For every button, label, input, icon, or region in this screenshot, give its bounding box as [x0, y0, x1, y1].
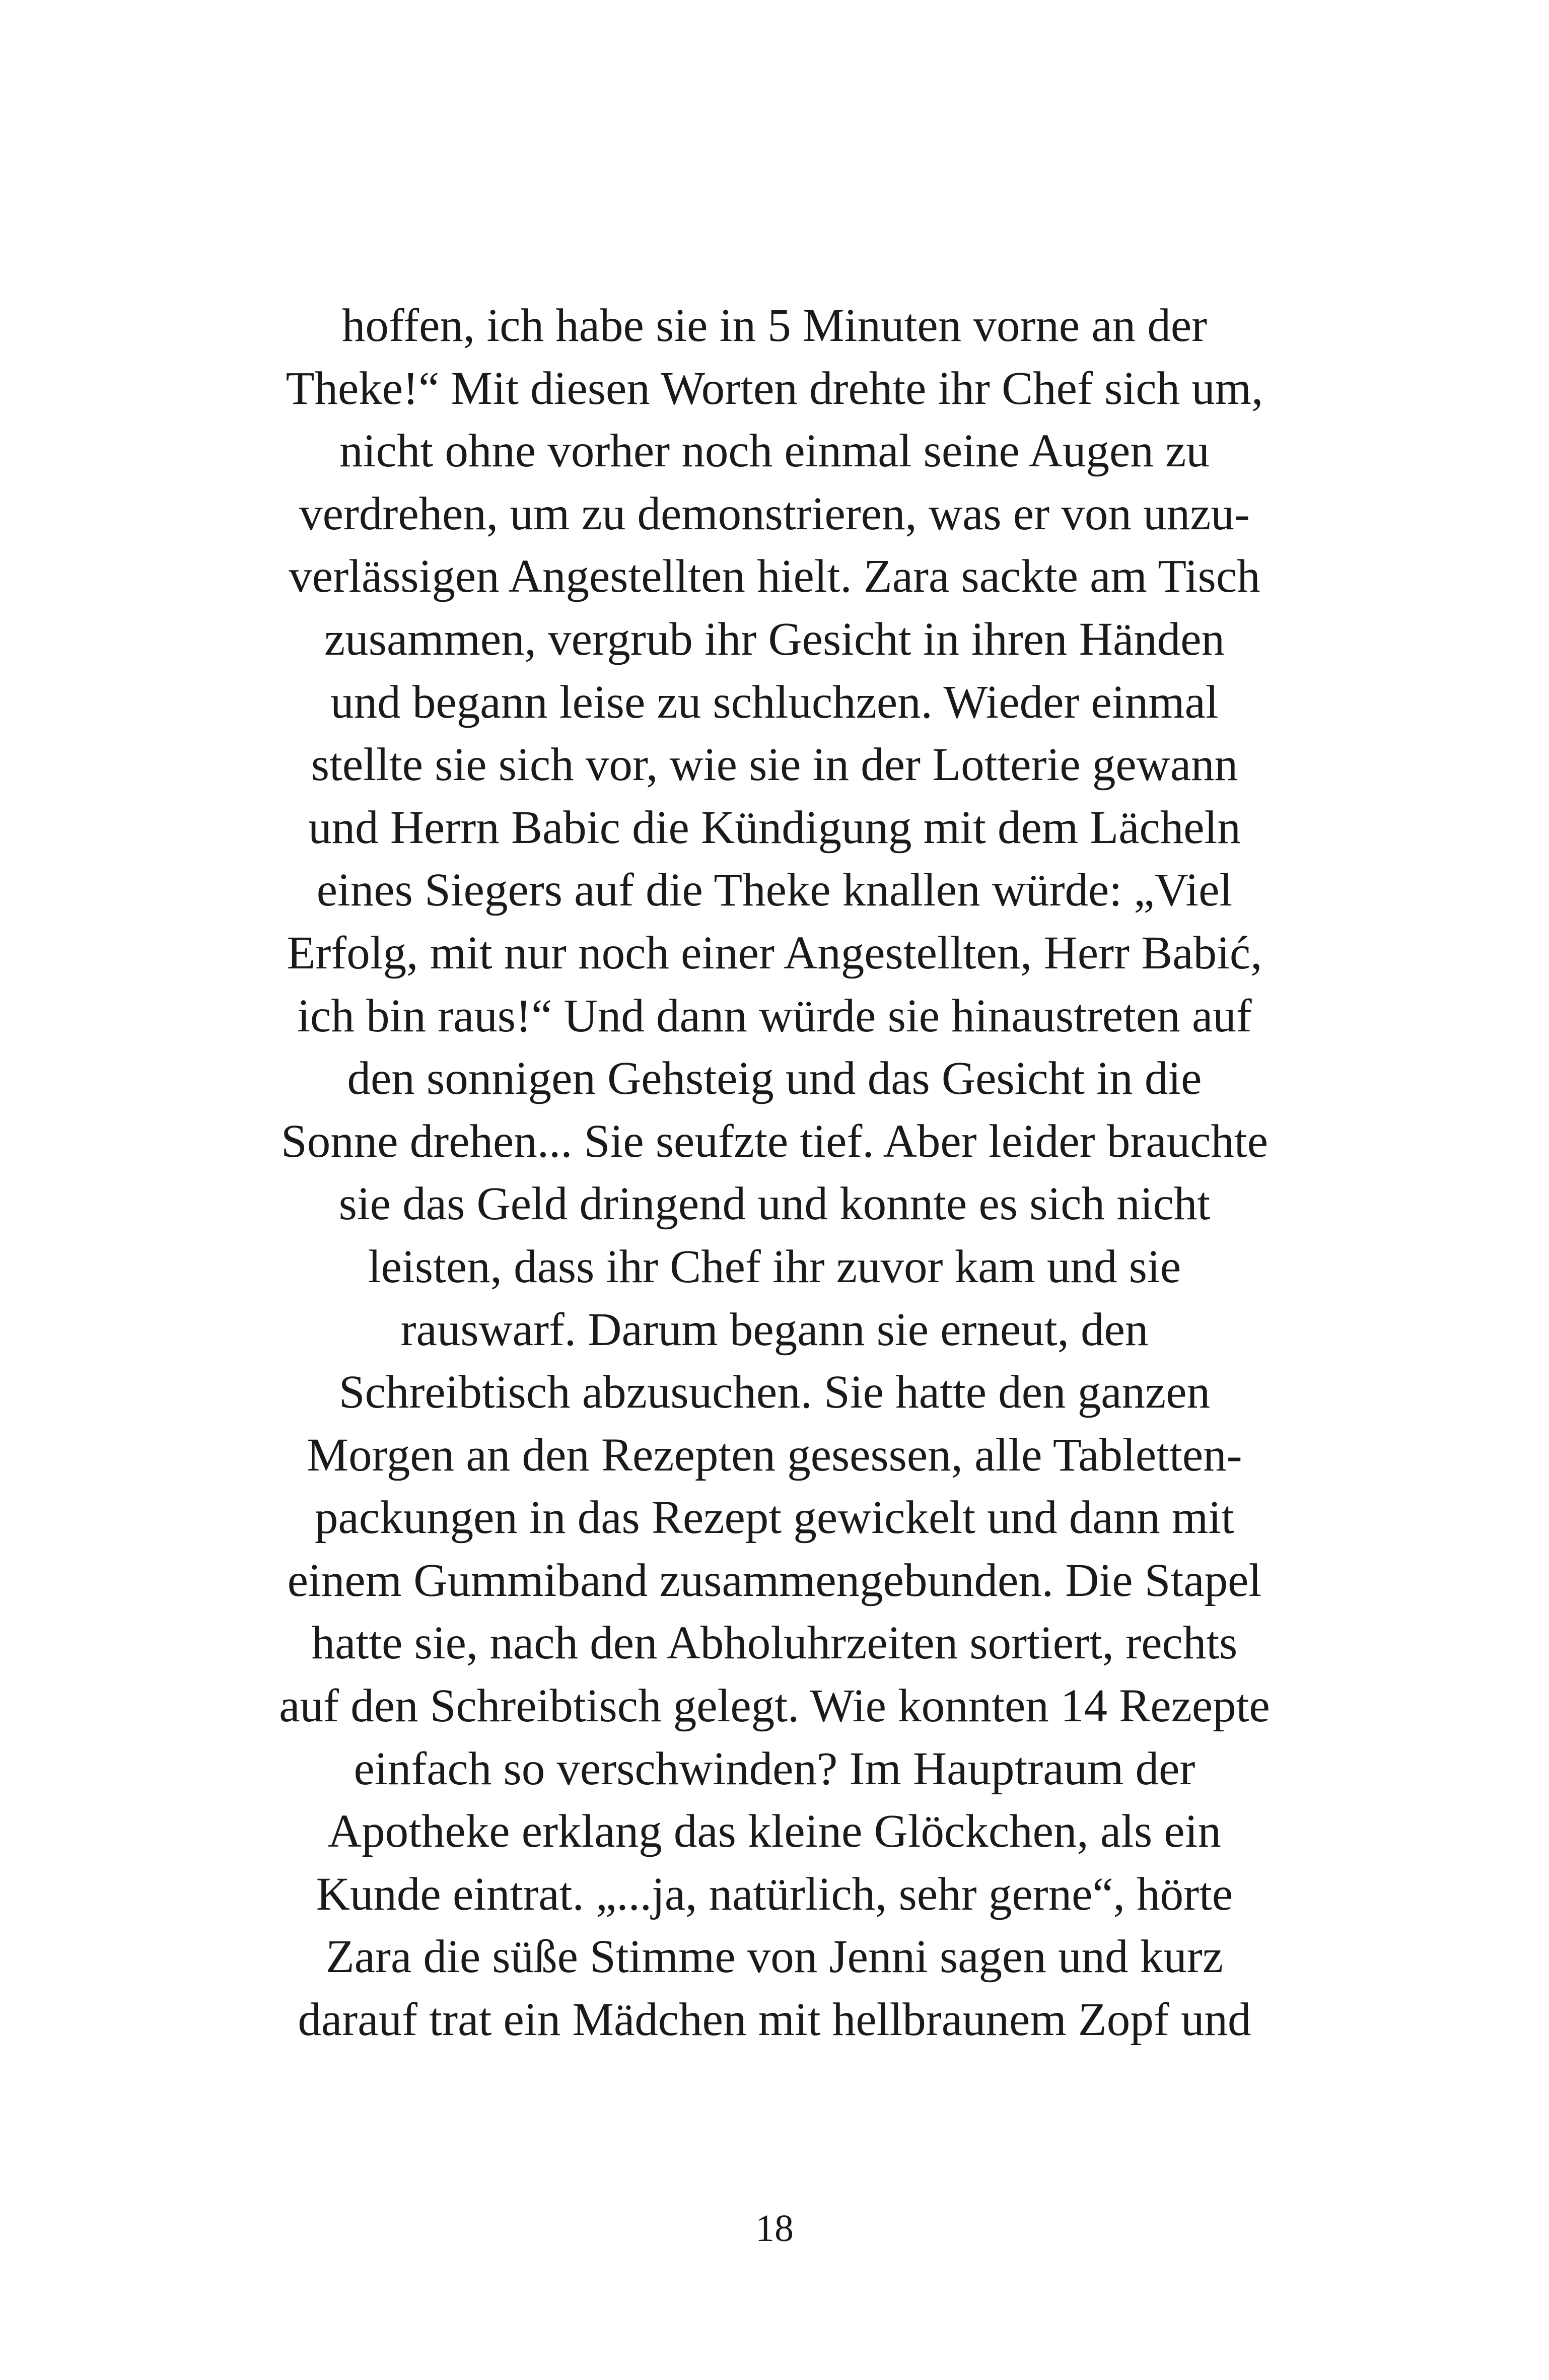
text-line: leisten, dass ihr Chef ihr zuvor kam und sie	[368, 1240, 1181, 1293]
text-line: verdrehen, um zu demonstrieren, was er von unzu-	[299, 487, 1250, 540]
text-line: zusammen, vergrub ihr Gesicht in ihren Händen	[324, 613, 1225, 665]
text-line: packungen in das Rezept gewickelt und dann mit	[315, 1492, 1234, 1544]
text-line: sie das Geld dringend und konnte es sich nicht	[338, 1178, 1211, 1230]
text-line: Theke!“ Mit diesen Worten drehte ihr Chef sich um,	[286, 362, 1263, 414]
body-text	[234, 295, 1315, 2052]
text-line: hatte sie, nach den Abholuhrzeiten sortiert, rechts	[311, 1617, 1238, 1669]
text-line: und Herrn Babic die Kündigung mit dem Lächeln	[308, 801, 1241, 854]
text-line: Apotheke erklang das kleine Glöckchen, als ein	[327, 1805, 1222, 1858]
text-line: ich bin raus!“ Und dann würde sie hinaustreten auf	[297, 990, 1252, 1042]
text-line: nicht ohne vorher noch einmal seine Augen zu	[339, 425, 1210, 477]
text-line: Morgen an den Rezepten gesessen, alle Tabletten-	[307, 1429, 1242, 1481]
text-line: Kunde eintrat. „...ja, natürlich, sehr gerne“, hörte	[316, 1868, 1233, 1920]
text-line: hoffen, ich habe sie in 5 Minuten vorne an der	[341, 300, 1208, 352]
text-line: darauf trat ein Mädchen mit hellbraunem Zopf und	[298, 1994, 1251, 2046]
text-line: einfach so verschwinden? Im Hauptraum der	[354, 1742, 1195, 1795]
text-line: und begann leise zu schluchzen. Wieder einmal	[330, 676, 1219, 728]
text-line: Sonne drehen... Sie seufzte tief. Aber leider brauchte	[281, 1115, 1268, 1167]
text-line: Schreibtisch abzusuchen. Sie hatte den ganzen	[338, 1366, 1211, 1419]
text-line: verlässigen Angestellten hielt. Zara sackte am Tisch	[289, 550, 1260, 603]
text-line: eines Siegers auf die Theke knallen würde: „Viel	[316, 864, 1233, 917]
text-line: stellte sie sich vor, wie sie in der Lotterie gewann	[311, 739, 1238, 791]
text-line: einem Gummiband zusammengebunden. Die Stapel	[287, 1554, 1262, 1606]
text-line: den sonnigen Gehsteig und das Gesicht in die	[347, 1053, 1202, 1105]
text-line: rauswarf. Darum begann sie erneut, den	[400, 1303, 1149, 1356]
page-number: 18	[755, 2207, 794, 2250]
text-line: Zara die süße Stimme von Jenni sagen und kurz	[325, 1931, 1224, 1983]
text-line: auf den Schreibtisch gelegt. Wie konnten 14 Rezepte	[279, 1680, 1270, 1732]
text-line: Erfolg, mit nur noch einer Angestellten, Herr Babić,	[287, 927, 1262, 979]
